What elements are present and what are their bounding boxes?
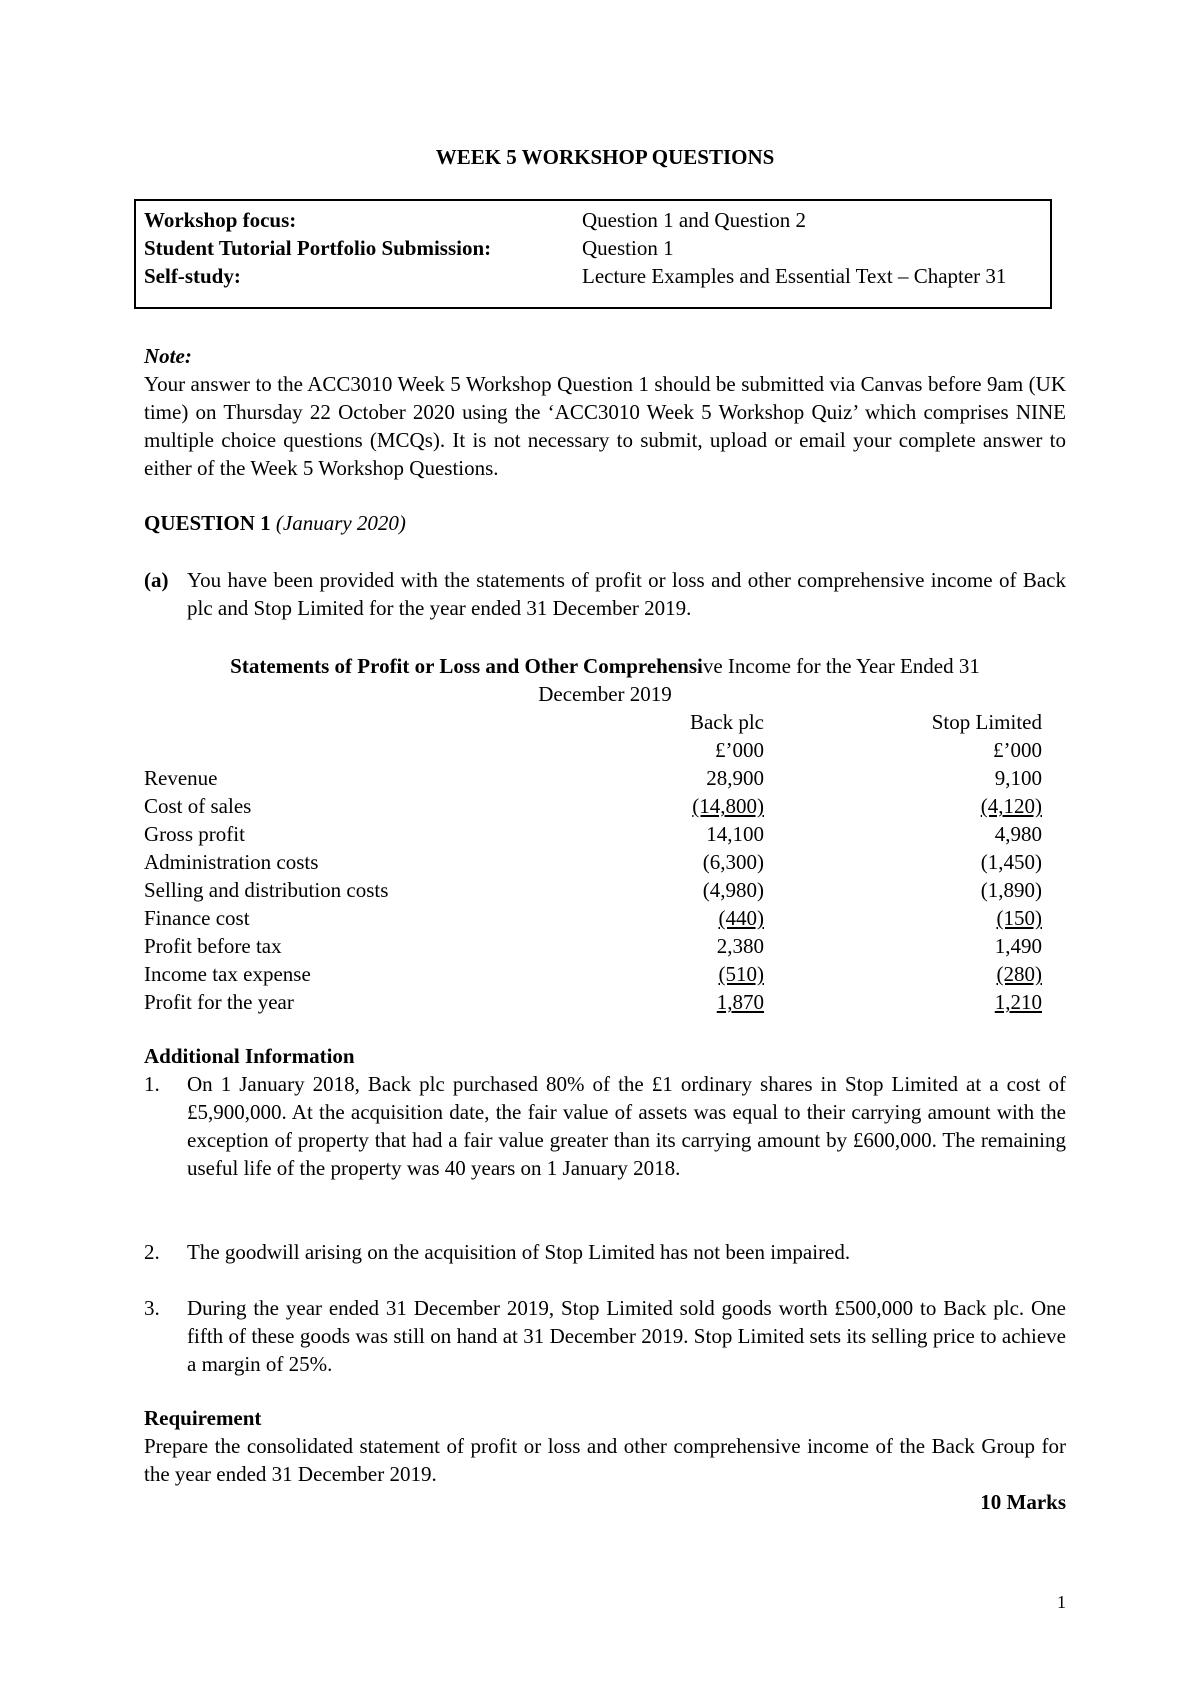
back-value: (440) — [718, 906, 764, 930]
note-text: Your answer to the ACC3010 Week 5 Workshop Question 1 should be submitted via Canvas before 9am (UK time) on Thursday 22 October 2020 using the ‘ACC3010 Week 5 Workshop Quiz’ which comprises NINE multiple choice questions (MCQs). It is not necessary to submit, upload or email your complete answer to either of the Week 5 Workshop Questions. — [144, 372, 1066, 480]
item-text: During the year ended 31 December 2019, Stop Limited sold goods worth £500,000 to Back plc. One fifth of these goods was still on hand at 31 December 2019. Stop Limited sets its selling price to achieve a margin of 25%. — [187, 1296, 1066, 1376]
col-stop-unit: £’000 — [993, 738, 1042, 762]
table-row — [144, 988, 1066, 1016]
requirement-text: Prepare the consolidated statement of profit or loss and other comprehensive income of the Back Group for the year ended 31 December 2019. — [144, 1434, 1066, 1486]
table-row — [144, 792, 1066, 820]
focus-label: Workshop focus: — [144, 208, 297, 232]
stop-value: 9,100 — [994, 766, 1042, 790]
table-row — [144, 932, 1066, 960]
statement-title-line2: December 2019 — [538, 682, 672, 706]
col-stop-name: Stop Limited — [931, 710, 1042, 734]
marks-label: 10 Marks — [980, 1490, 1066, 1514]
item-text: On 1 January 2018, Back plc purchased 80% of the £1 ordinary shares in Stop Limited at a cost of £5,900,000. At the acquisition date, the fair value of assets was equal to their carrying amount with the exception of property that had a fair value greater than its carrying amount by £600,000. The remaining useful life of the property was 40 years on 1 January 2018. — [187, 1072, 1066, 1180]
back-value: 2,380 — [716, 934, 764, 958]
item-text: The goodwill arising on the acquisition of Stop Limited has not been impaired. — [187, 1240, 851, 1264]
stop-value: (280) — [996, 962, 1042, 986]
table-row — [144, 764, 1066, 792]
page-number: 1 — [1057, 1592, 1066, 1612]
stop-value: 1,210 — [994, 990, 1042, 1014]
item-number: 2. — [144, 1240, 160, 1264]
back-value: 28,900 — [706, 766, 764, 790]
portfolio-value: Question 1 — [582, 236, 674, 260]
table-row — [144, 904, 1066, 932]
part-a-label: (a) — [144, 568, 169, 592]
workshop-focus-box — [134, 199, 1052, 309]
question-title: QUESTION 1 — [144, 511, 271, 535]
table-row — [144, 820, 1066, 848]
back-value: (4,980) — [702, 878, 764, 902]
row-label: Finance cost — [144, 906, 250, 930]
part-a-text: You have been provided with the statements of profit or loss and other comprehensive income of Back plc and Stop Limited for the year ended 31 December 2019. — [187, 568, 1066, 620]
additional-info-heading: Additional Information — [144, 1044, 355, 1068]
statement-title-rest: ve Income for the Year Ended 31 — [702, 654, 980, 678]
row-label: Revenue — [144, 766, 218, 790]
row-label: Cost of sales — [144, 794, 252, 818]
row-label: Administration costs — [144, 850, 319, 874]
col-back-unit: £’000 — [715, 738, 764, 762]
back-value: (6,300) — [702, 850, 764, 874]
self-study-value: Lecture Examples and Essential Text – Chapter 31 — [582, 264, 1007, 288]
requirement-heading: Requirement — [144, 1406, 262, 1430]
stop-value: (4,120) — [980, 794, 1042, 818]
item-number: 1. — [144, 1072, 160, 1096]
self-study-label: Self-study: — [144, 264, 241, 288]
note-label: Note: — [144, 344, 192, 368]
table-row — [144, 960, 1066, 988]
row-label: Profit for the year — [144, 990, 294, 1014]
row-label: Profit before tax — [144, 934, 282, 958]
stop-value: (1,890) — [980, 878, 1042, 902]
statement-title-bold: Statements of Profit or Loss and Other Comprehensi — [230, 654, 703, 678]
table-row — [144, 848, 1066, 876]
stop-value: (150) — [996, 906, 1042, 930]
statement-title — [144, 652, 1066, 708]
item-number: 3. — [144, 1296, 160, 1320]
col-back-name: Back plc — [689, 710, 764, 734]
question-heading — [144, 511, 406, 536]
back-value: 1,870 — [716, 990, 764, 1014]
back-value: (14,800) — [692, 794, 764, 818]
table-row — [144, 876, 1066, 904]
focus-value: Question 1 and Question 2 — [582, 208, 806, 232]
stop-value: 4,980 — [994, 822, 1042, 846]
stop-value: (1,450) — [980, 850, 1042, 874]
question-date: (January 2020) — [275, 511, 406, 535]
row-label: Gross profit — [144, 822, 245, 846]
page-title: WEEK 5 WORKSHOP QUESTIONS — [435, 145, 775, 169]
note-section — [144, 342, 1066, 482]
portfolio-label: Student Tutorial Portfolio Submission: — [144, 236, 492, 260]
back-value: (510) — [718, 962, 764, 986]
back-value: 14,100 — [706, 822, 764, 846]
row-label: Income tax expense — [144, 962, 311, 986]
row-label: Selling and distribution costs — [144, 878, 389, 902]
stop-value: 1,490 — [994, 934, 1042, 958]
